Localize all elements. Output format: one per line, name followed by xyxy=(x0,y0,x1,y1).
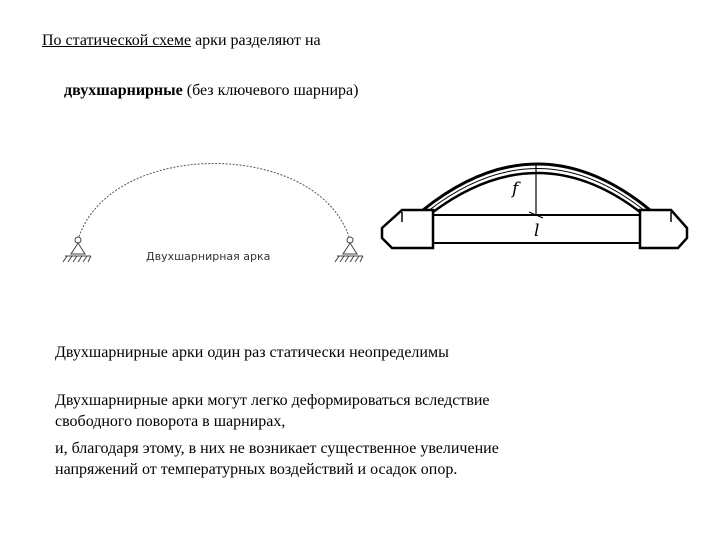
arch-type-bold: двухшарнирные xyxy=(64,82,183,99)
paragraph-indeterminacy: Двухшарнирные арки один раз статически неопределимы xyxy=(55,344,449,361)
heading-underlined-text: По статической схеме xyxy=(42,32,192,49)
left-hinge-support xyxy=(63,237,91,262)
right-hinge-support xyxy=(335,237,363,262)
slide-heading xyxy=(42,31,321,51)
arch-caption: Двухшарнирная арка xyxy=(146,250,271,263)
two-hinged-arch-schematic xyxy=(58,150,368,272)
arch-curve xyxy=(78,164,350,241)
left-abutment xyxy=(382,210,433,248)
paragraph-stress-line1: и, благодаря этому, в них не возникает существенное увеличение xyxy=(55,440,499,457)
span-label: l xyxy=(534,221,540,241)
heading-rest-text: арки разделяют на xyxy=(191,32,321,49)
arch-with-tie-drawing xyxy=(378,140,693,255)
paragraph-deformation-line1: Двухшарнирные арки могут легко деформироваться вследствие xyxy=(55,392,490,409)
rise-label: f xyxy=(512,179,519,199)
arch-type-note: (без ключевого шарнира) xyxy=(182,82,359,99)
right-abutment xyxy=(640,210,687,248)
arch-type-heading xyxy=(64,81,358,101)
paragraph-deformation-line2: свободного поворота в шарнирах, xyxy=(55,413,286,430)
paragraph-stress-line2: напряжений от температурных воздействий и осадок опор. xyxy=(55,461,458,478)
